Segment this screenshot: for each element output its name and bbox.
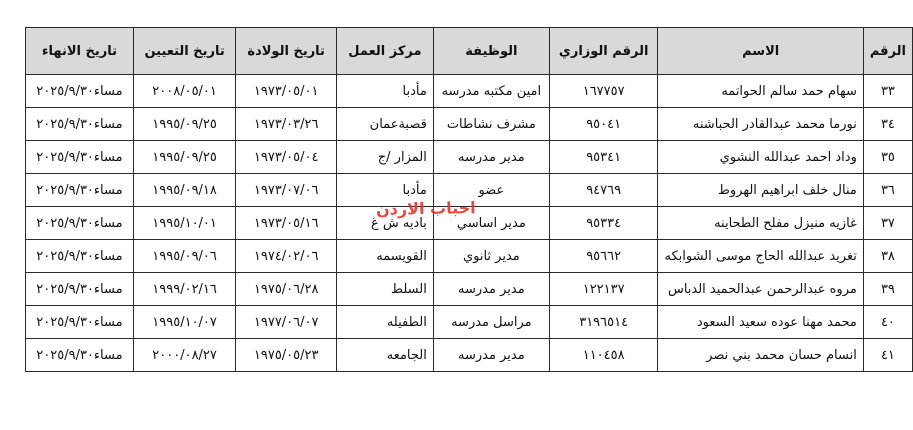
cell-birth-date: ١٩٧٥/٠٦/٢٨ (236, 273, 337, 306)
cell-name: محمد مهنا عوده سعيد السعود (658, 306, 863, 339)
cell-job: مدير اساسي (433, 207, 549, 240)
cell-birth-date: ١٩٧٣/٠٧/٠٦ (236, 174, 337, 207)
cell-ministry-id: ٩٤٧٦٩ (549, 174, 658, 207)
cell-work-center: المزار /ج (337, 141, 434, 174)
cell-ministry-id: ٩٥٠٤١ (549, 108, 658, 141)
table-row (26, 306, 913, 339)
cell-name: غازيه منيزل مفلح الطحاينه (658, 207, 863, 240)
cell-appointment-date: ١٩٩٥/٠٩/٢٥ (133, 141, 236, 174)
table-row (26, 273, 913, 306)
cell-end-date: مساء٢٠٢٥/٩/٣٠ (26, 306, 134, 339)
cell-appointment-date: ١٩٩٩/٠٢/١٦ (133, 273, 236, 306)
table-row (26, 240, 913, 273)
cell-end-date: مساء٢٠٢٥/٩/٣٠ (26, 240, 134, 273)
cell-work-center: الطفيله (337, 306, 434, 339)
header-row (26, 28, 913, 75)
cell-appointment-date: ١٩٩٥/٠٩/١٨ (133, 174, 236, 207)
cell-birth-date: ١٩٧٣/٠٣/٢٦ (236, 108, 337, 141)
header-ministry-id: الرقم الوزاري (549, 28, 658, 75)
cell-job: مدير مدرسه (433, 273, 549, 306)
cell-ministry-id: ٣١٩٦٥١٤ (549, 306, 658, 339)
cell-ministry-id: ١٦٧٧٥٧ (549, 75, 658, 108)
cell-job: عضو (433, 174, 549, 207)
cell-job: مدير مدرسه (433, 339, 549, 372)
cell-num: ٣٧ (863, 207, 912, 240)
cell-work-center: مأدبا (337, 174, 434, 207)
cell-name: سهام حمد سالم الحواتمه (658, 75, 863, 108)
cell-birth-date: ١٩٧٥/٠٥/٢٣ (236, 339, 337, 372)
cell-birth-date: ١٩٧٣/٠٥/١٦ (236, 207, 337, 240)
cell-birth-date: ١٩٧٣/٠٥/٠١ (236, 75, 337, 108)
cell-end-date: مساء٢٠٢٥/٩/٣٠ (26, 75, 134, 108)
cell-work-center: باديه ش غ (337, 207, 434, 240)
cell-ministry-id: ١٢٢١٣٧ (549, 273, 658, 306)
cell-work-center: قصبةعمان (337, 108, 434, 141)
cell-birth-date: ١٩٧٧/٠٦/٠٧ (236, 306, 337, 339)
table-row (26, 339, 913, 372)
header-birth-date: تاريخ الولادة (236, 28, 337, 75)
watermark-text: احباب الاردن (375, 198, 476, 219)
cell-num: ٣٥ (863, 141, 912, 174)
cell-num: ٣٤ (863, 108, 912, 141)
cell-name: مروه عبدالرحمن عبدالحميد الدباس (658, 273, 863, 306)
cell-ministry-id: ٩٥٣٤١ (549, 141, 658, 174)
cell-num: ٤١ (863, 339, 912, 372)
header-num: الرقم (863, 28, 912, 75)
cell-job: مدير مدرسه (433, 141, 549, 174)
cell-work-center: مأدبا (337, 75, 434, 108)
table-row (26, 108, 913, 141)
cell-end-date: مساء٢٠٢٥/٩/٣٠ (26, 207, 134, 240)
cell-work-center: الجامعه (337, 339, 434, 372)
cell-name: انسام حسان محمد بني نصر (658, 339, 863, 372)
cell-end-date: مساء٢٠٢٥/٩/٣٠ (26, 174, 134, 207)
cell-name: تغريد عبدالله الحاج موسى الشوابكه (658, 240, 863, 273)
cell-end-date: مساء٢٠٢٥/٩/٣٠ (26, 339, 134, 372)
cell-name: وداد احمد عبدالله النشوي (658, 141, 863, 174)
cell-ministry-id: ٩٥٣٣٤ (549, 207, 658, 240)
cell-ministry-id: ١١٠٤٥٨ (549, 339, 658, 372)
cell-end-date: مساء٢٠٢٥/٩/٣٠ (26, 108, 134, 141)
cell-appointment-date: ١٩٩٥/٠٩/٠٦ (133, 240, 236, 273)
table-row (26, 141, 913, 174)
cell-appointment-date: ٢٠٠٨/٠٥/٠١ (133, 75, 236, 108)
cell-appointment-date: ١٩٩٥/١٠/٠٧ (133, 306, 236, 339)
cell-end-date: مساء٢٠٢٥/٩/٣٠ (26, 273, 134, 306)
cell-num: ٣٨ (863, 240, 912, 273)
cell-name: نورما محمد عبدالقادر الحباشنه (658, 108, 863, 141)
cell-birth-date: ١٩٧٣/٠٥/٠٤ (236, 141, 337, 174)
cell-num: ٣٩ (863, 273, 912, 306)
cell-ministry-id: ٩٥٦٦٢ (549, 240, 658, 273)
header-job: الوظيفة (433, 28, 549, 75)
cell-work-center: القويسمه (337, 240, 434, 273)
cell-work-center: السلط (337, 273, 434, 306)
cell-end-date: مساء٢٠٢٥/٩/٣٠ (26, 141, 134, 174)
table-header (26, 28, 913, 75)
cell-birth-date: ١٩٧٤/٠٢/٠٦ (236, 240, 337, 273)
header-end-date: تاريخ الانهاء (26, 28, 134, 75)
cell-job: مراسل مدرسه (433, 306, 549, 339)
cell-job: مشرف نشاطات (433, 108, 549, 141)
cell-appointment-date: ١٩٩٥/١٠/٠١ (133, 207, 236, 240)
cell-appointment-date: ٢٠٠٠/٠٨/٢٧ (133, 339, 236, 372)
table-body (26, 75, 913, 372)
header-name: الاسم (658, 28, 863, 75)
table-row (26, 75, 913, 108)
cell-name: منال خلف ابراهيم الهروط (658, 174, 863, 207)
header-appointment-date: تاريخ التعيين (133, 28, 236, 75)
cell-num: ٣٣ (863, 75, 912, 108)
cell-job: مدير ثانوي (433, 240, 549, 273)
header-work-center: مركز العمل (337, 28, 434, 75)
cell-job: امين مكتبه مدرسه (433, 75, 549, 108)
cell-appointment-date: ١٩٩٥/٠٩/٢٥ (133, 108, 236, 141)
cell-num: ٣٦ (863, 174, 912, 207)
cell-num: ٤٠ (863, 306, 912, 339)
